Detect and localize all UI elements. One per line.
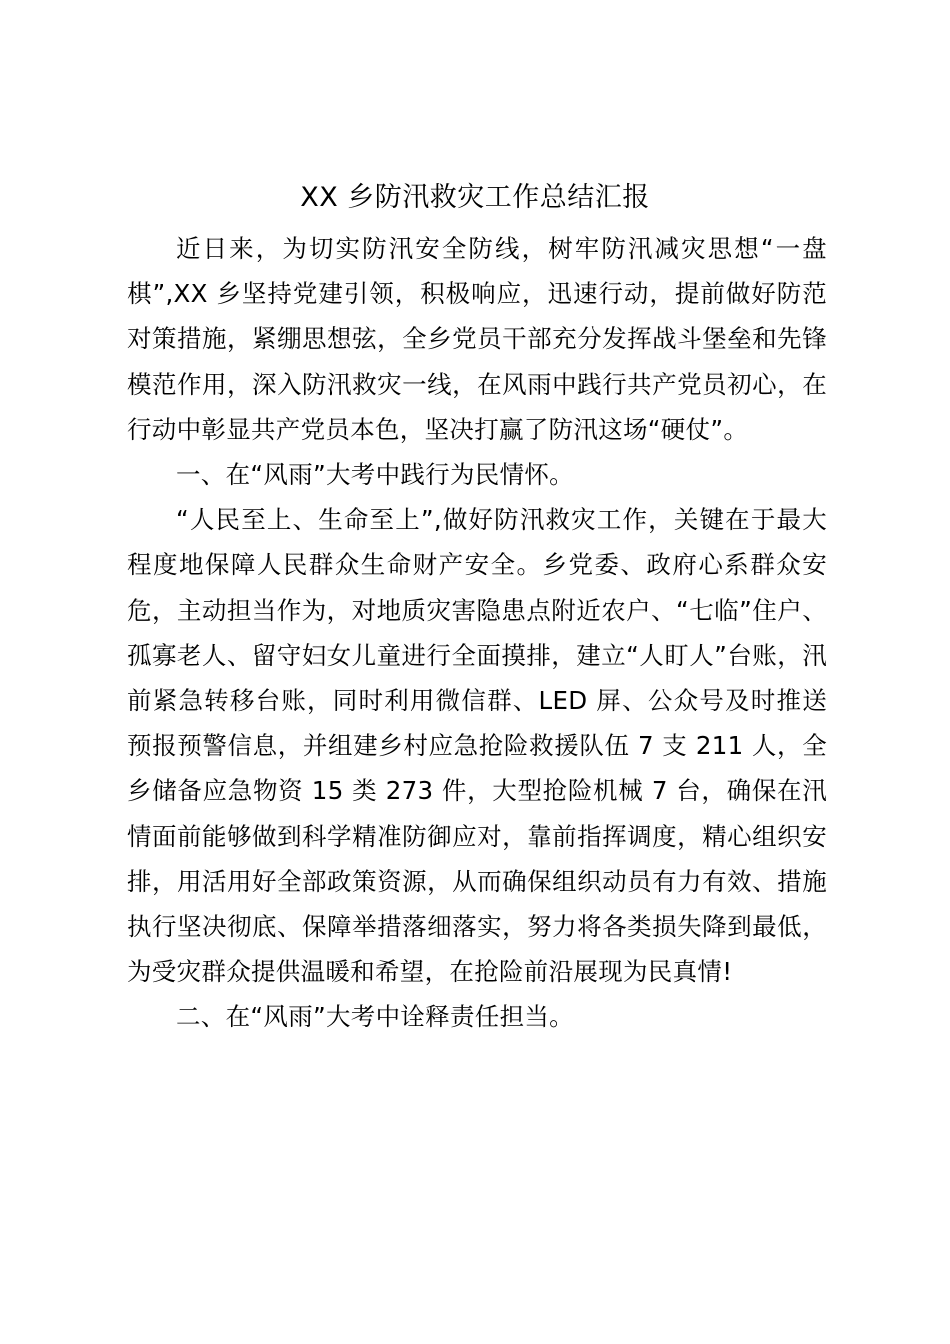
document-body (127, 226, 827, 1040)
section-1-heading: 一、在“风雨”大考中践行为民情怀。 (176, 460, 574, 490)
intro-paragraph: 近日来，为切实防汛安全防线，树牢防汛减灾思想“一盘棋”,XX 乡坚持党建引领，积极响应，迅速行动，提前做好防范对策措施，紧绷思想弦，全乡党员干部充分发挥战斗堡垒和先锋模范作用，深入防汛救灾一线，在风雨中践行共产党员初心，在行动中彰显共产党员本色，坚决打赢了防汛这场“硬仗”。 (127, 234, 827, 444)
section-1-paragraph: “人民至上、生命至上”,做好防汛救灾工作，关键在于最大程度地保障人民群众生命财产安全。乡党委、政府心系群众安危，主动担当作为，对地质灾害隐患点附近农户、“七临”住户、孤寡老人、留守妇女儿童进行全面摸排，建立“人盯人”台账，汛前紧急转移台账，同时利用微信群、LED 屏、公众号及时推送预报预警信息，并组建乡村应急抢险救援队伍 7 支 211 人，全乡储备应急物资 15 类 273 件，大型抢险机械 7 台，确保在汛情面前能够做到科学精准防御应对，靠前指挥调度，精心组织安排，用活用好全部政策资源，从而确保组织动员有力有效、措施执行坚决彻底、保障举措落细落实，努力将各类损失降到最低，为受灾群众提供温暖和希望，在抢险前沿展现为民真情! (127, 505, 827, 987)
document-title: XX 乡防汛救灾工作总结汇报 (300, 182, 650, 213)
section-2-heading: 二、在“风雨”大考中诠释责任担当。 (176, 1002, 574, 1032)
